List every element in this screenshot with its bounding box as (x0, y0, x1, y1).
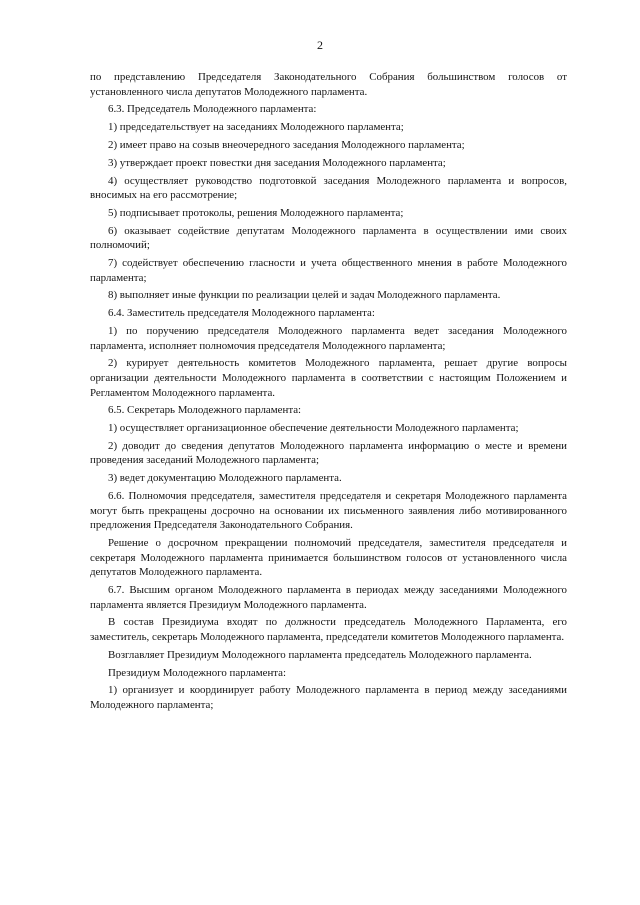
list-item: 2) доводит до сведения депутатов Молодежного парламента информацию о месте и времени проведения заседаний Молодежного парламента; (90, 439, 567, 467)
presidium-heading: Президиум Молодежного парламента: (108, 666, 287, 679)
section-6-4-heading: 6.4. Заместитель председателя Молодежного парламента: (108, 307, 375, 320)
section-6-5-heading: 6.5. Секретарь Молодежного парламента: (108, 404, 302, 417)
list-item: 8) выполняет иные функции по реализации целей и задач Молодежного парламента. (108, 289, 501, 302)
list-item: 5) подписывает протоколы, решения Молодежного парламента; (108, 206, 404, 219)
paragraph-continuation: по представлению Председателя Законодательного Собрания большинством голосов от установленного числа депутатов Молодежного парламента. (90, 71, 567, 98)
list-item: 1) осуществляет организационное обеспечение деятельности Молодежного парламента; (108, 422, 519, 435)
section-6-6-paragraph: 6.6. Полномочия председателя, заместителя председателя и секретаря Молодежного парламента могут быть прекращены досрочно на основании их письменного заявления либо мотивированного предложения Председателя Законодательного Собрания. (90, 490, 567, 532)
page-number: 2 (317, 38, 323, 52)
list-item: 2) курирует деятельность комитетов Молодежного парламента, решает другие вопросы организации деятельности Молодежного парламента в соответствии с настоящим Положением и Регламентом Молодежного парламента. (90, 357, 567, 399)
section-6-7-paragraph: 6.7. Высшим органом Молодежного парламента в периодах между заседаниями Молодежного парламента является Президиум Молодежного парламента. (90, 583, 567, 611)
paragraph: В состав Президиума входят по должности председатель Молодежного Парламента, его заместитель, секретарь Молодежного парламента, председатели комитетов Молодежного парламента. (90, 616, 567, 643)
paragraph: Возглавляет Президиум Молодежного парламента председатель Молодежного парламента. (108, 648, 532, 661)
list-item: 2) имеет право на созыв внеочередного заседания Молодежного парламента; (108, 138, 465, 151)
list-item: 1) по поручению председателя Молодежного парламента ведет заседания Молодежного парламента, исполняет полномочия председателя Молодежного парламента; (90, 324, 567, 352)
paragraph: Решение о досрочном прекращении полномочий председателя, заместителя председателя и секретаря Молодежного парламента принимается большинством голосов от установленного числа депутатов Молодежного парламента. (90, 537, 567, 579)
document-body (90, 70, 567, 716)
list-item: 1) председательствует на заседаниях Молодежного парламента; (108, 121, 404, 134)
list-item: 3) утверждает проект повестки дня заседания Молодежного парламента; (108, 156, 446, 169)
list-item: 4) осуществляет руководство подготовкой заседания Молодежного парламента и вопросов, вносимых на его рассмотрение; (90, 174, 567, 202)
list-item: 1) организует и координирует работу Молодежного парламента в период между заседаниями Молодежного парламента; (90, 684, 567, 711)
list-item: 3) ведет документацию Молодежного парламента. (108, 472, 342, 485)
section-6-3-heading: 6.3. Председатель Молодежного парламента: (108, 103, 317, 116)
list-item: 7) содействует обеспечению гласности и учета общественного мнения в работе Молодежного парламента; (90, 257, 567, 284)
list-item: 6) оказывает содействие депутатам Молодежного парламента в осуществлении ими своих полномочий; (90, 224, 567, 252)
